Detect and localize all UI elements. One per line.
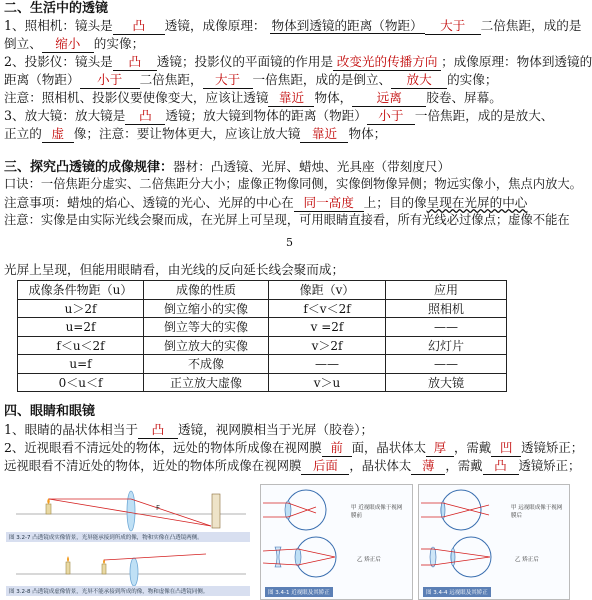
table-cell: —— xyxy=(269,355,386,374)
focal-label: F xyxy=(156,504,161,512)
section-title-eyes-and-glasses: 四、眼睛和眼镜 xyxy=(4,404,96,419)
mnemonic-line: 口诀：一倍焦距分虚实、二倍焦距分大小；虚像正物像同侧，实像倒物像异侧；物远实像小，焦点内放大。 xyxy=(4,177,582,191)
flame-icon xyxy=(67,556,69,562)
table-cell: v＞2f xyxy=(269,336,386,355)
table-row xyxy=(18,355,507,374)
table-cell: 放大镜 xyxy=(386,373,507,392)
myopia-diagram xyxy=(261,485,412,585)
myopia-label-a: 甲 近视眼成像于视网膜前 xyxy=(351,505,403,519)
convex-lens-icon xyxy=(430,547,436,567)
table-cell: f＜u＜2f xyxy=(18,336,144,355)
myopia-label-b: 乙 矫正后 xyxy=(357,557,381,563)
lens-icon xyxy=(127,491,135,531)
table-cell: v＞u xyxy=(269,373,386,392)
table-cell: 0＜u＜f xyxy=(18,373,144,392)
table-row xyxy=(18,299,507,318)
figure-virtual-image xyxy=(6,548,254,598)
camera-line-2: 倒立、 缩小 的实像； xyxy=(4,36,145,51)
table-cell: v =2f xyxy=(269,318,386,337)
imaging-rules-table xyxy=(17,280,507,392)
table-header-cell: 成像的性质 xyxy=(144,281,269,300)
table-header-row xyxy=(18,281,507,300)
hyperopia-label-a: 甲 远视眼成像于视网膜后 xyxy=(511,505,563,519)
table-cell: 不成像 xyxy=(144,355,269,374)
hyperopia-label-b: 乙 矫正后 xyxy=(515,557,539,563)
projector-note: 注意：照相机、投影仪要使像变大，应该让透镜 靠近 物体， 远离 胶卷、屏幕。 xyxy=(4,90,502,105)
virtual-image-note: 光屏上呈现，但能用眼睛看，由光线的反向延长线会聚而成； xyxy=(4,262,345,277)
table-cell: 倒立缩小的实像 xyxy=(144,299,269,318)
myopia-caption: 图 3.4-1 近视眼及其矫正 xyxy=(265,587,333,597)
projector-line: 2、投影仪：镜头是 凸 透镜；投影仪的平面镜的作用是 改变光的传播方向 ；成像原理：物体到透镜的 xyxy=(4,54,592,69)
table-header-cell: 成像条件物距（u） xyxy=(18,281,144,300)
table-row xyxy=(18,373,507,392)
figure-caption-1: 图 3.2-7 凸透镜成实像情景，光屏能承接到所成的像，物和实像在凸透镜两侧。 xyxy=(6,532,250,542)
real-image-diagram xyxy=(6,486,254,532)
table-cell: u＞2f xyxy=(18,299,144,318)
hyperopia-diagram xyxy=(419,485,569,585)
magnifier-line: 3、放大镜：放大镜是 凸 透镜；放大镜到物体的距离（物距） 小于 一倍焦距，成的是放大、 xyxy=(4,108,554,123)
table-cell: f＜v＜2f xyxy=(269,299,386,318)
myopic-eye-icon xyxy=(263,490,326,530)
hyperopia-caption: 图 3.4-4 远视眼及其矫正 xyxy=(423,587,491,597)
table-cell: u=2f xyxy=(18,318,144,337)
candle-icon xyxy=(66,562,70,574)
camera-line: 1、照相机：镜头是 凸 透镜，成像原理： 物体到透镜的距离（物距） 大于 二倍焦距，成的是 xyxy=(4,18,582,33)
figure-caption-2: 图 3.2-8 凸透镜成虚像情景，光屏不能承接到所成的像，物和虚像在凸透镜同侧。 xyxy=(6,586,250,596)
figure-hyperopia xyxy=(418,484,570,600)
table-cell: 倒立等大的实像 xyxy=(144,318,269,337)
candle-icon xyxy=(102,564,106,574)
section-title-convex-lens-imaging: 三、探究凸透镜的成像规律：器材：凸透镜、光屏、蜡烛、光具座（带刻度尺） xyxy=(4,159,451,175)
table-cell: 照相机 xyxy=(386,299,507,318)
table-row xyxy=(18,336,507,355)
table-cell: 幻灯片 xyxy=(386,336,507,355)
magnifier-line-2: 正立的 虚 像；注意：要让物体更大，应该让放大镜 靠近 物体； xyxy=(4,126,387,141)
table-cell: —— xyxy=(386,318,507,337)
hyperopia-line: 远视眼看不清近处的物体，近处的物体所成像在视网膜 后面 ，晶状体太 薄 ，需戴 凸 透镜矫正； xyxy=(4,458,581,473)
corrected-myopic-eye-icon xyxy=(263,537,336,577)
figure-real-image xyxy=(6,486,254,542)
experiment-notes-line: 注意事项：蜡烛的焰心、透镜的光心、光屏的中心在 同一高度 上；目的像呈现在光屏的中心 xyxy=(4,195,528,210)
table-cell: u=f xyxy=(18,355,144,374)
table-header-cell: 像距（v） xyxy=(269,281,386,300)
section-title-lenses-in-life: 二、生活中的透镜 xyxy=(4,1,109,16)
table-cell: 正立放大虚像 xyxy=(144,373,269,392)
myopia-line: 2、近视眼看不清远处的物体，远处的物体所成像在视网膜 前 面，晶状体太 厚 ，需戴 凹 透镜矫正； xyxy=(4,440,584,455)
hyperopic-eye-icon xyxy=(421,490,489,530)
projector-line-2: 距离（物距） 小于 二倍焦距， 大于 一倍焦距，成的是倒立、 放大 的实像； xyxy=(4,72,498,87)
table-cell: —— xyxy=(386,355,507,374)
page-number: 5 xyxy=(286,236,293,249)
corrected-hyperopic-eye-icon xyxy=(421,537,491,577)
table-cell: 倒立放大的实像 xyxy=(144,336,269,355)
lens-icon xyxy=(130,558,138,586)
eye-lens-line: 1、眼睛的晶状体相当于 凸 透镜，视网膜相当于光屏（胶卷）； xyxy=(4,422,374,437)
figure-myopia xyxy=(260,484,413,600)
real-virtual-note: 注意：实像是由实际光线会聚而成，在光屏上可呈现，可用眼睛直接看，所有光线必过像点；虚像不能在 xyxy=(4,213,570,227)
candle-icon xyxy=(46,504,51,514)
screen-icon xyxy=(212,494,220,528)
table-row xyxy=(18,318,507,337)
table-header-cell: 应用 xyxy=(386,281,507,300)
virtual-image-diagram xyxy=(6,548,254,586)
